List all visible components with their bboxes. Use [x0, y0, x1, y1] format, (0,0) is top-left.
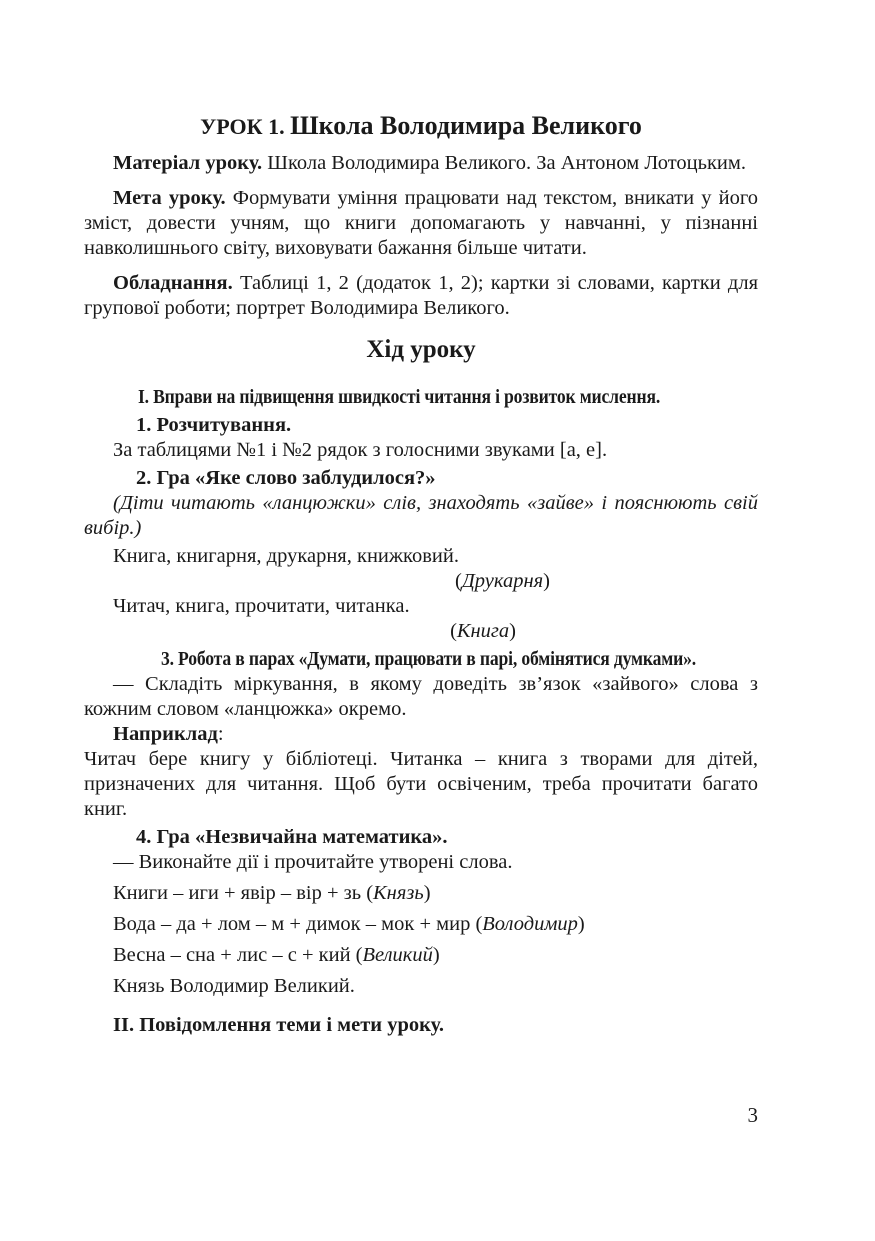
course-heading: Хід уроку [366, 336, 476, 363]
equipment-paragraph [84, 271, 758, 321]
page-number: 3 [747, 1103, 758, 1127]
math1: Книги – иги + явір – вір + зь ( [113, 882, 374, 904]
answer1-close: ) [543, 570, 550, 592]
math2-close: ) [577, 913, 585, 935]
math2-answer: Володимир [482, 913, 578, 935]
material-label: Матеріал уроку. [113, 152, 263, 174]
item4-text: — Виконайте дії і прочитайте утворені слова. [113, 851, 513, 873]
example-text: Читач бере книгу у бібліотеці. Читанка – книга з творами для дітей, призначених для читання. Щоб бути освіченим, треба прочитати багато книг. [84, 748, 758, 820]
math3-line [84, 943, 758, 968]
math1-answer: Князь [373, 882, 424, 904]
material-paragraph [84, 151, 758, 176]
item1-text: За таблицями №1 і №2 рядок з голосними звуками [а, е]. [113, 439, 608, 461]
example-label: Наприклад [113, 723, 218, 745]
math3: Весна – сна + лис – с + кий ( [113, 944, 363, 966]
part1-title-line [84, 385, 758, 410]
math-result: Князь Володимир Великий. [113, 975, 355, 997]
example-label-line [84, 722, 758, 747]
lesson-title-prefix: УРОК 1. [200, 114, 285, 139]
answer2-close: ) [509, 620, 516, 642]
item1-title: 1. Розчитування. [136, 414, 292, 436]
answer2: Книга [456, 620, 510, 642]
page-content [84, 112, 758, 1038]
part2-title: ІІ. Повідомлення теми і мети уроку. [113, 1014, 444, 1036]
answer1: Друкарня [461, 570, 544, 592]
math3-close: ) [432, 944, 440, 966]
part1-title: І. Вправи на підвищення швидкості читання і розвиток мислення. [137, 386, 661, 408]
item3-title-line [84, 647, 758, 672]
answer1-open: ( [454, 570, 462, 592]
chain2: Читач, книга, прочитати, читанка. [113, 595, 410, 617]
math3-answer: Великий [362, 944, 433, 966]
material-text: Школа Володимира Великого. За Антоном Лотоцьким. [267, 152, 746, 174]
goal-text: Формувати уміння працювати над текстом, вникати у його зміст, довести учням, що книги допомагають у навчанні, у пізнанні навколишнього світу, виховувати бажання більше читати. [84, 187, 759, 259]
item3-title: 3. Робота в парах «Думати, працювати в парі, обмінятися думками». [160, 648, 696, 670]
chain1: Книга, книгарня, друкарня, книжковий. [113, 545, 459, 567]
goal-label: Мета уроку. [113, 187, 226, 209]
goal-paragraph [84, 186, 758, 261]
equipment-label: Обладнання. [113, 272, 233, 294]
example-colon: : [217, 723, 224, 745]
item4-title: 4. Гра «Незвичайна математика». [136, 826, 448, 848]
item2-title: 2. Гра «Яке слово заблудилося?» [136, 467, 436, 489]
equipment-text: Таблиці 1, 2 (додаток 1, 2); картки зі словами, картки для групової роботи; портрет Володимира Великого. [84, 272, 758, 319]
lesson-title [84, 112, 758, 141]
math2: Вода – да + лом – м + димок – мок + мир ( [113, 913, 483, 935]
answer1-line [84, 569, 758, 594]
math2-line [84, 912, 758, 937]
math1-line [84, 881, 758, 906]
answer2-line [84, 619, 758, 644]
item3-text: — Складіть міркування, в якому доведіть зв’язок «зайвого» слова з кожним словом «ланцюжка» окремо. [84, 673, 758, 720]
lesson-title-main: Школа Володимира Великого [290, 111, 642, 140]
answer2-open: ( [450, 620, 457, 642]
math1-close: ) [423, 882, 431, 904]
item2-note: (Діти читають «ланцюжки» слів, знаходять «зайве» і пояснюють свій вибір.) [84, 492, 758, 539]
